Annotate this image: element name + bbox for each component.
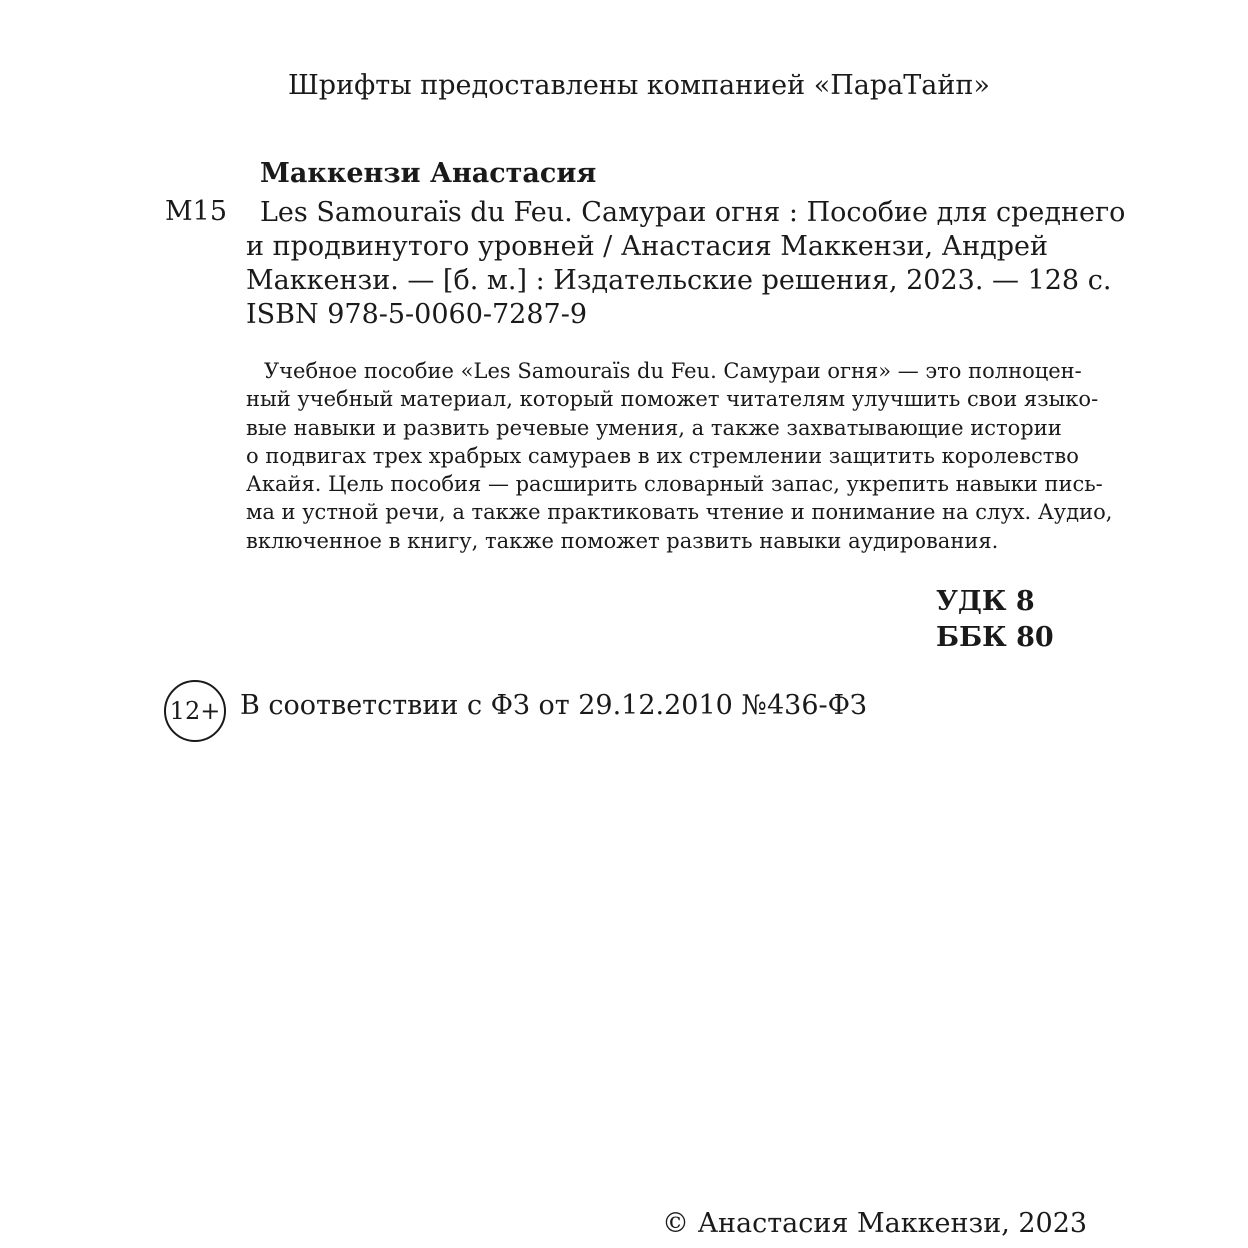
annotation-line: ма и устной речи, а также практиковать чтение и понимание на слух. Аудио, (246, 500, 1113, 525)
bibliographic-description (246, 196, 1126, 332)
copyright-notice: © Анастасия Маккензи, 2023 (662, 1208, 1088, 1239)
annotation-line: включенное в книгу, также поможет развить навыки аудирования. (246, 528, 999, 553)
catalog-code: М15 (165, 196, 228, 227)
annotation-line: вые навыки и развить речевые умения, а также захватывающие истории (246, 415, 1062, 440)
annotation-line: Учебное пособие «Les Samouraïs du Feu. Самураи огня» — это полноцен- (264, 359, 1082, 383)
annotation-paragraph (246, 357, 1113, 555)
biblio-line: Les Samouraïs du Feu. Самураи огня : Пособие для среднего (260, 197, 1126, 228)
udk-index: УДК 8 (936, 586, 1035, 617)
biblio-line: Маккензи. — [б. м.] : Издательские решения, 2023. — 128 с. (246, 265, 1112, 296)
bbk-index: ББК 80 (936, 622, 1054, 653)
author-heading: Маккензи Анастасия (260, 158, 597, 189)
isbn-line: ISBN 978-5-0060-7287-9 (246, 299, 588, 330)
fonts-credit-note: Шрифты предоставлены компанией «ПараТайп» (288, 70, 990, 101)
annotation-line: ный учебный материал, который поможет читателям улучшить свои языко- (246, 387, 1099, 412)
age-rating-badge: 12+ (164, 680, 226, 742)
classification-block (936, 584, 1054, 656)
biblio-line: и продвинутого уровней / Анастасия Маккензи, Андрей (246, 231, 1048, 262)
annotation-line: Акайя. Цель пособия — расширить словарный запас, укрепить навыки пись- (246, 472, 1103, 497)
age-rating-law-text: В соответствии с ФЗ от 29.12.2010 №436-ФЗ (240, 690, 867, 721)
annotation-line: о подвигах трех храбрых самураев в их стремлении защитить королевство (246, 443, 1079, 468)
